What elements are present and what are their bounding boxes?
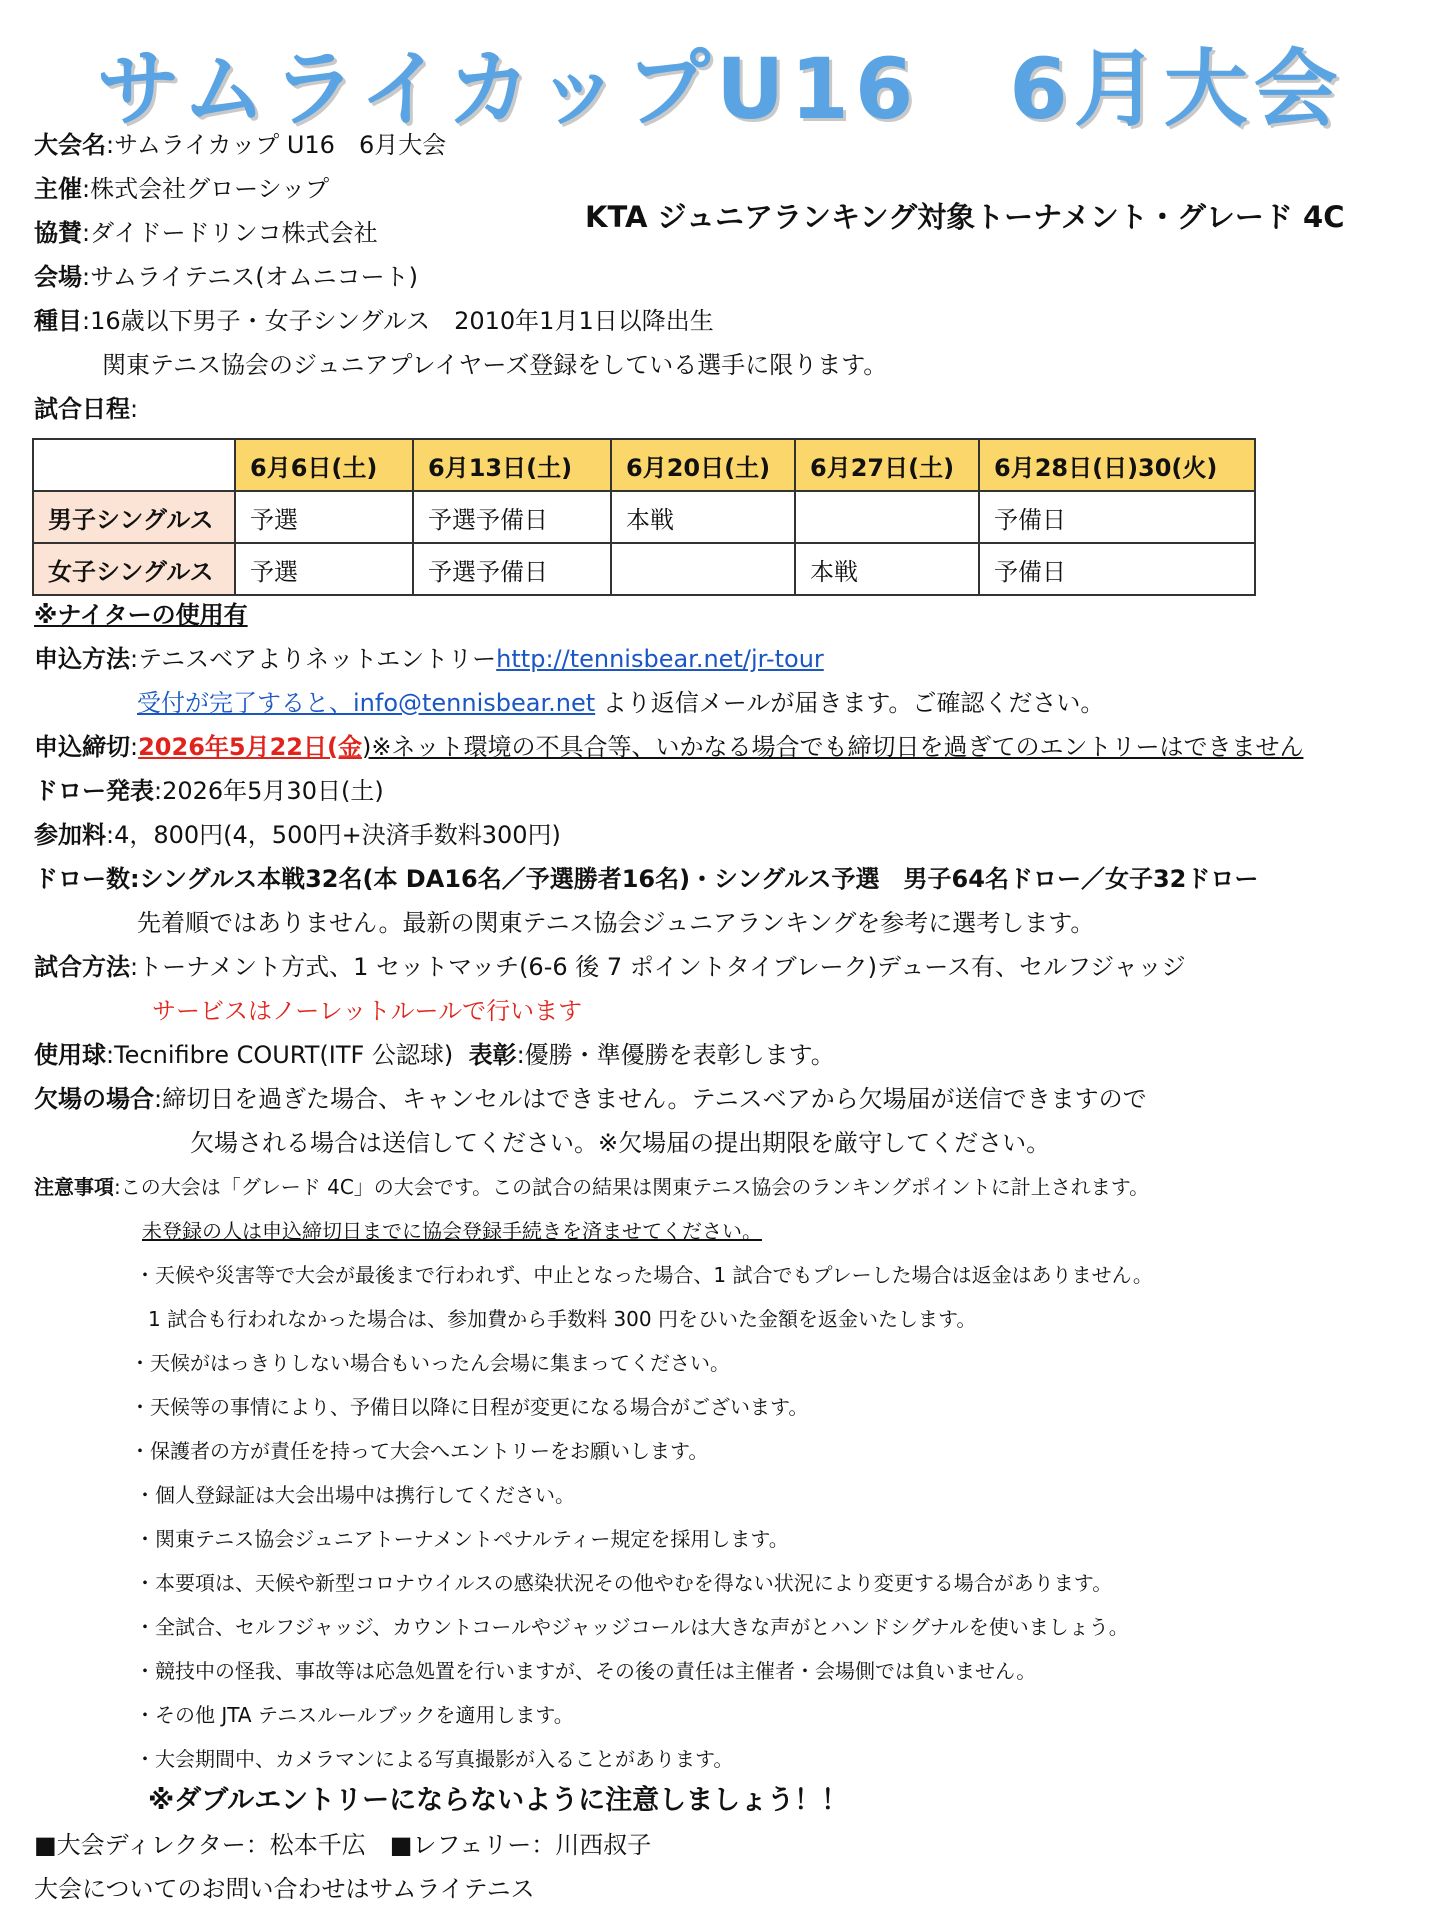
night-note: ※ナイターの使用有 [34,601,248,629]
ball-label: 使用球 [34,1041,106,1069]
schedule-cell [795,491,979,543]
draw-count-value: :シングルス本戦32名(本 DA16名／予選勝者16名)・シングルス予選 男子64名ドロー／女子32ドロー [130,865,1259,893]
schedule-date-header: 6月28日(日)30(火) [979,439,1255,491]
schedule-row-boys [33,491,1255,543]
fee-row [34,820,561,850]
entry-url-link[interactable]: http://tennisbear.net/jr-tour [496,645,824,673]
email-link[interactable]: 受付が完了すると、info@tennisbear.net [137,689,596,717]
format-label: 試合方法 [34,953,130,981]
notes-item: ・関東テニス協会ジュニアトーナメントペナルティー規定を採用します。 [135,1527,789,1551]
host-value: :株式会社グローシップ [82,175,330,203]
contact-line: 大会についてのお問い合わせはサムライテニス [34,1875,535,1903]
schedule-row-label: 女子シングルス [33,543,235,595]
notes-item: 1 試合も行われなかった場合は、参加費から手数料 300 円をひいた金額を返金いたします。 [148,1307,977,1331]
deadline-note: )※ネット環境の不具合等、いかなる場合でも締切日を過ぎてのエントリーはできません [361,733,1304,761]
absence-label: 欠場の場合 [34,1085,154,1113]
schedule-colon: : [130,395,139,423]
schedule-cell: 本戦 [611,491,795,543]
award-value: :優勝・準優勝を表彰します。 [516,1041,835,1069]
draw-publish-value: :2026年5月30日(土) [154,777,384,805]
fee-label: 参加料 [34,821,106,849]
schedule-cell: 予選予備日 [413,543,611,595]
schedule-cell: 本戦 [795,543,979,595]
schedule-cell: 予備日 [979,543,1255,595]
event-row [34,306,714,336]
deadline-row [34,732,1303,762]
notes-item: ・その他 JTA テニスルールブックを適用します。 [135,1703,574,1727]
deadline-label: 申込締切 [34,733,130,761]
event-value: :16歳以下男子・女子シングルス 2010年1月1日以降出生 [82,307,714,335]
notes-item: ・競技中の怪我、事故等は応急処置を行いますが、その後の責任は主催者・会場側では負いません。 [135,1659,1037,1683]
schedule-cell: 予選 [235,543,413,595]
notes-item: ・保護者の方が責任を持って大会へエントリーをお願いします。 [130,1439,709,1463]
deadline-colon: : [130,733,139,761]
schedule-date-header: 6月27日(土) [795,439,979,491]
draw-publish-row [34,776,384,806]
draw-count-row [34,864,1258,894]
schedule-date-header: 6月20日(土) [611,439,795,491]
apply-label: 申込方法 [34,645,130,673]
notes-item: ・個人登録証は大会出場中は携行してください。 [135,1483,575,1507]
venue-row [34,262,418,292]
schedule-date-header: 6月6日(土) [235,439,413,491]
absence-note: 欠場される場合は送信してください。※欠場届の提出期限を厳守してください。 [190,1129,1051,1157]
schedule-row-girls [33,543,1255,595]
schedule-table [32,438,1256,596]
schedule-date-header: 6月13日(土) [413,439,611,491]
format-value: :トーナメント方式、1 セットマッチ(6-6 後 7 ポイントタイブレーク)デュース有、セルフジャッジ [130,953,1186,981]
draw-publish-label: ドロー発表 [34,777,154,805]
page-title: サムライカップU16 6月大会 [96,40,1344,138]
notes-item: ・全試合、セルフジャッジ、カウントコールやジャッジコールは大きな声がとハンドシグナルを使いましょう。 [135,1615,1129,1639]
host-row [34,174,329,204]
sponsor-value: :ダイドードリンコ株式会社 [82,219,378,247]
notes-row [34,1172,1149,1202]
ball-row [34,1040,835,1070]
draw-count-note: 先着順ではありません。最新の関東テニス協会ジュニアランキングを参考に選考します。 [137,909,1095,937]
notes-item: ・天候がはっきりしない場合もいったん会場に集まってください。 [130,1351,730,1375]
sponsor-label: 協賛 [34,219,82,247]
schedule-cell: 予選 [235,491,413,543]
schedule-cell [611,543,795,595]
absence-value: :締切日を過ぎた場合、キャンセルはできません。テニスベアから欠場届が送信できますので [154,1085,1147,1113]
notes-item: ・天候や災害等で大会が最後まで行われず、中止となった場合、1 試合でもプレーした場合は返金はありません。 [135,1263,1153,1287]
tournament-name-label: 大会名 [34,131,106,159]
schedule-header-row [33,439,1255,491]
notes-item: ・天候等の事情により、予備日以降に日程が変更になる場合がございます。 [130,1395,809,1419]
double-entry-warning: ※ダブルエントリーにならないように注意しましょう！！ [148,1785,849,1816]
absence-row [34,1084,1147,1114]
schedule-label: 試合日程 [34,395,130,423]
event-label: 種目 [34,307,82,335]
kta-grade-heading: KTA ジュニアランキング対象トーナメント・グレード 4C [585,200,1345,234]
notes-item: ・本要項は、天候や新型コロナウイルスの感染状況その他やむを得ない状況により変更する場合があります。 [135,1571,1113,1595]
schedule-cell: 予選予備日 [413,491,611,543]
notes-item: ・大会期間中、カメラマンによる写真撮影が入ることがあります。 [135,1747,734,1771]
deadline-date: 2026年5月22日(金 [138,733,362,761]
apply-text: :テニスベアよりネットエントリー [130,645,497,673]
staff-line: ■大会ディレクター：松本千広 ■レフェリー：川西叔子 [34,1831,652,1859]
host-label: 主催 [34,175,82,203]
tournament-name-value: :サムライカップ U16 6月大会 [106,131,447,159]
notes-label: 注意事項 [34,1175,114,1199]
ball-value: :Tecnifibre COURT(ITF 公認球) [106,1041,454,1069]
notes-registration-warning: 未登録の人は申込締切日までに協会登録手続きを済ませてください。 [142,1219,762,1243]
schedule-corner-cell [33,439,235,491]
apply-row [34,644,824,674]
venue-value: :サムライテニス(オムニコート) [82,263,418,291]
venue-label: 会場 [34,263,82,291]
format-note: サービスはノーレットルールで行います [152,997,583,1025]
event-note: 関東テニス協会のジュニアプレイヤーズ登録をしている選手に限ります。 [102,351,888,379]
apply-confirm-row [137,688,1104,718]
schedule-heading [34,394,138,424]
sponsor-row [34,218,378,248]
award-label: 表彰 [468,1041,517,1069]
schedule-row-label: 男子シングルス [33,491,235,543]
schedule-cell: 予備日 [979,491,1255,543]
notes-first: :この大会は「グレード 4C」の大会です。この試合の結果は関東テニス協会のランキングポイントに計上されます。 [114,1175,1150,1199]
fee-value: :4，800円(4，500円+決済手数料300円) [106,821,561,849]
format-row [34,952,1186,982]
draw-count-label: ドロー数 [34,865,130,893]
apply-confirm-text: より返信メールが届きます。ご確認ください。 [595,689,1105,717]
tournament-name-row [34,130,446,160]
